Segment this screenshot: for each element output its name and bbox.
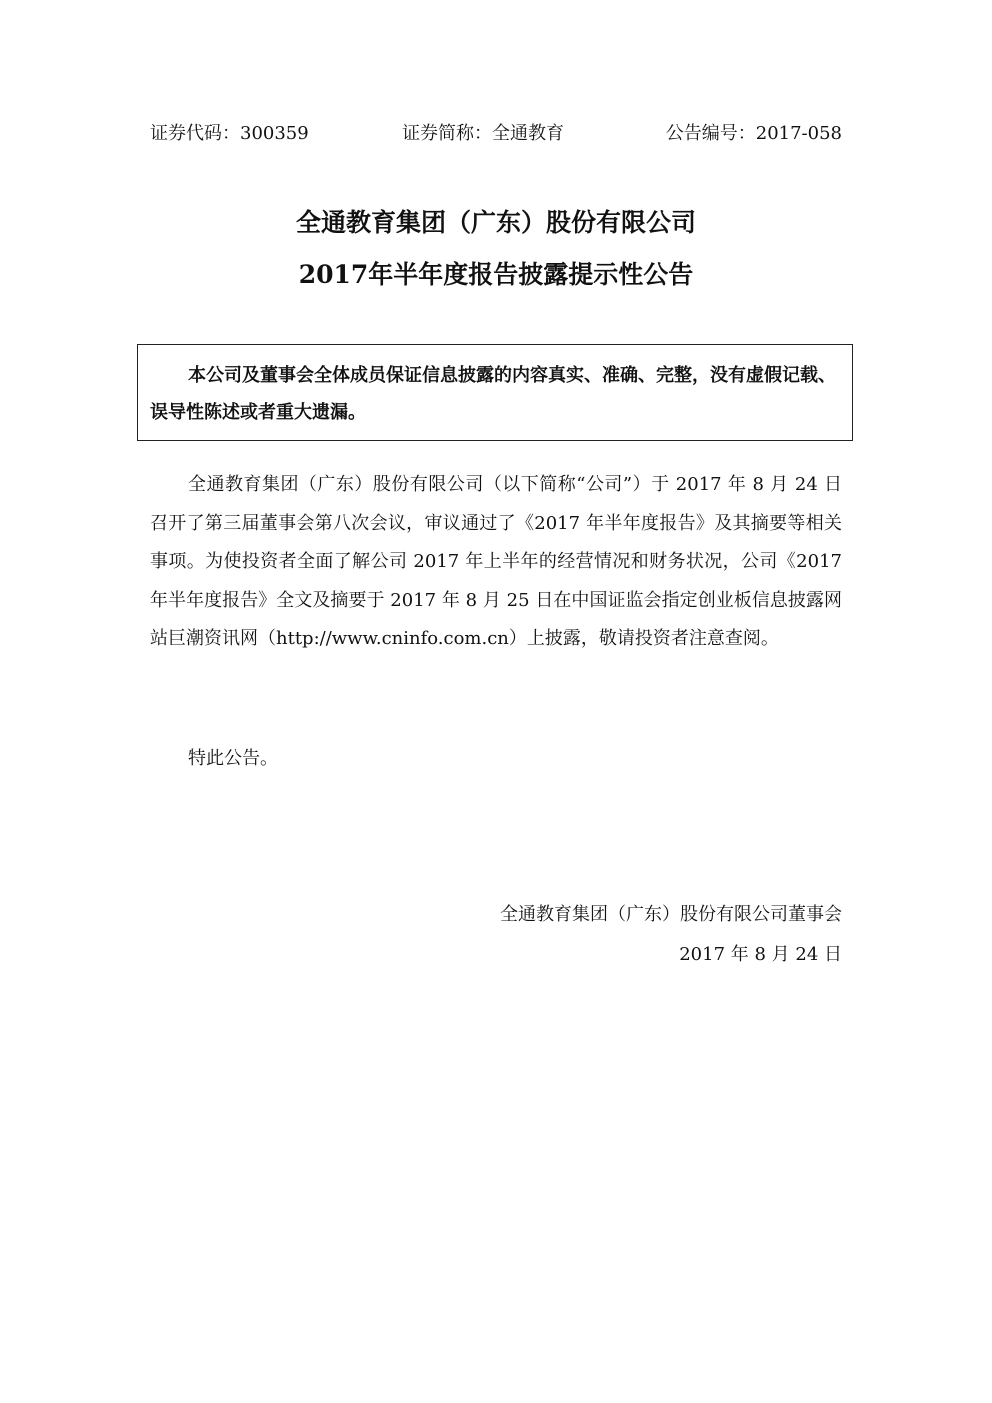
stock-short-name: 证券简称：全通教育 <box>402 123 564 144</box>
disclaimer-text: 本公司及董事会全体成员保证信息披露的内容真实、准确、完整，没有虚假记载、误导性陈述或者重大遗漏。 <box>150 365 836 423</box>
body-paragraph: 全通教育集团（广东）股份有限公司（以下简称“公司”）于 2017 年 8 月 24 日召开了第三届董事会第八次会议，审议通过了《2017 年半年度报告》及其摘要等相关事项。为使投资者全面了解公司 2017 年上半年的经营情况和财务状况，公司《2017 年半年度报告》全文及摘要于 2017 年 8 月 25 日在中国证监会指定创业板信息披露网站巨潮资讯网（http://www.cninfo.com.cn）上披露，敬请投资者注意查阅。 <box>150 474 842 649</box>
closing-remark: 特此公告。 <box>188 748 278 769</box>
stock-code: 证券代码：300359 <box>150 123 309 144</box>
announcement-header <box>150 120 842 148</box>
announcement-number: 公告编号：2017-058 <box>665 123 842 144</box>
document-title-company: 全通教育集团（广东）股份有限公司 <box>295 208 696 237</box>
signature-company: 全通教育集团（广东）股份有限公司董事会 <box>500 904 842 925</box>
document-title-subject: 2017年半年度报告披露提示性公告 <box>298 260 694 289</box>
signature-date: 2017 年 8 月 24 日 <box>679 944 842 965</box>
disclaimer-box <box>137 344 853 441</box>
